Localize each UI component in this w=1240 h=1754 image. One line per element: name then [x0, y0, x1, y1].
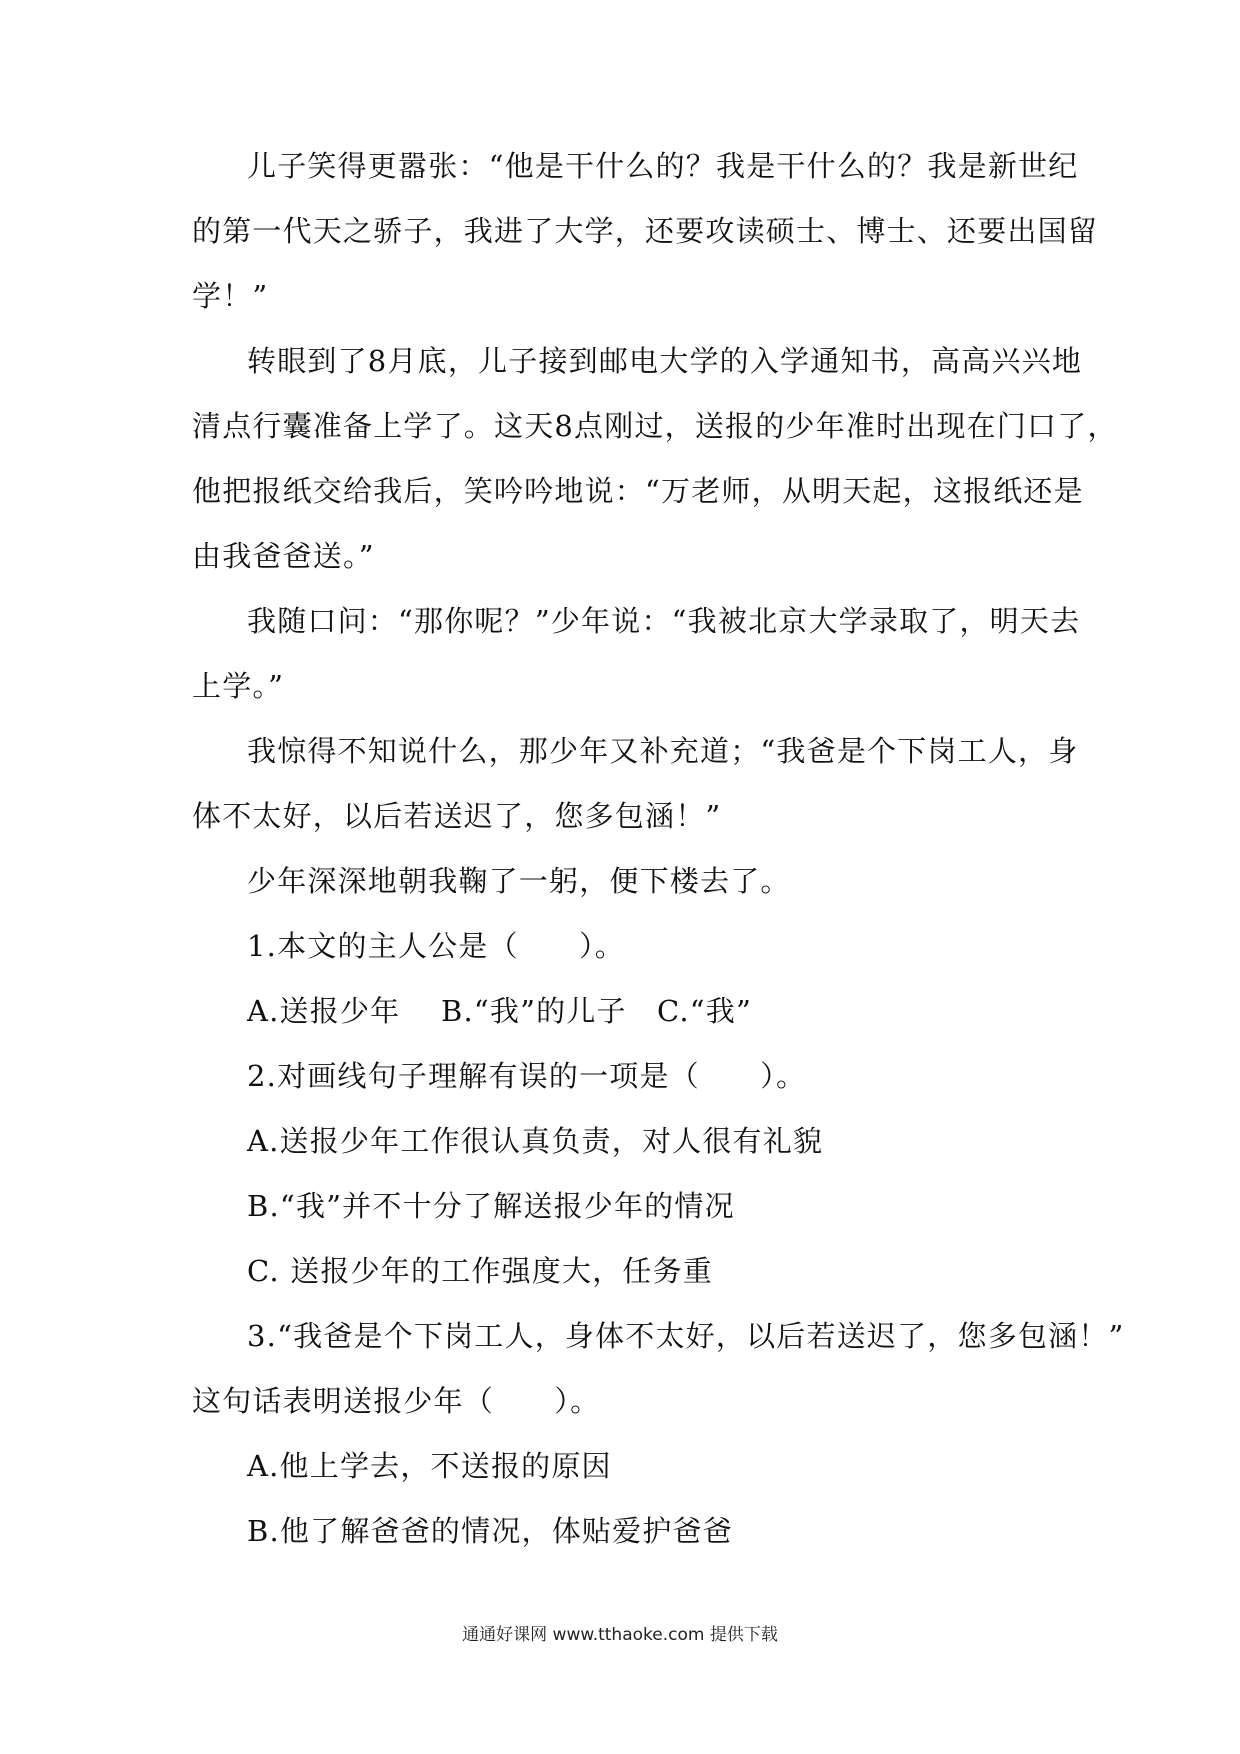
option-line: C. 送报少年的工作强度大，任务重 — [247, 1254, 713, 1288]
text-line: 儿子笑得更嚣张：“他是干什么的？我是干什么的？我是新世纪 — [247, 149, 1079, 183]
question-line: 这句话表明送报少年（ ）。 — [192, 1384, 601, 1418]
text-line: 体不太好，以后若送迟了，您多包涵！” — [192, 799, 722, 833]
text-line: 少年深深地朝我鞠了一躬，便下楼去了。 — [247, 864, 791, 898]
option-line: B.“我”并不十分了解送报少年的情况 — [247, 1189, 735, 1223]
option-line: A.送报少年 B.“我”的儿子 C.“我” — [247, 994, 752, 1028]
option-line: A.送报少年工作很认真负责，对人很有礼貌 — [247, 1124, 824, 1158]
document-body — [192, 134, 1125, 1564]
text-line: 的第一代天之骄子，我进了大学，还要攻读硕士、博士、还要出国留 — [192, 214, 1099, 248]
text-line: 上学。” — [192, 669, 285, 703]
option-line: B.他了解爸爸的情况，体贴爱护爸爸 — [247, 1514, 733, 1548]
text-line: 我惊得不知说什么，那少年又补充道；“我爸是个下岗工人，身 — [247, 734, 1079, 768]
question-line: 1.本文的主人公是（ ）。 — [247, 929, 625, 963]
text-line: 由我爸爸送。” — [192, 539, 375, 573]
question-line: 2.对画线句子理解有误的一项是（ ）。 — [247, 1059, 807, 1093]
option-line: A.他上学去，不送报的原因 — [247, 1449, 612, 1483]
text-line: 清点行囊准备上学了。这天8点刚过，送报的少年准时出现在门口了， — [192, 409, 1118, 443]
text-line: 学！” — [192, 279, 269, 313]
text-line: 我随口问：“那你呢？”少年说：“我被北京大学录取了，明天去 — [247, 604, 1081, 638]
download-footer: 通通好课网 www.tthaoke.com 提供下载 — [462, 1625, 778, 1645]
question-line: 3.“我爸是个下岗工人，身体不太好，以后若送迟了，您多包涵！” — [247, 1319, 1125, 1353]
text-line: 转眼到了8月底，儿子接到邮电大学的入学通知书，高高兴兴地 — [247, 344, 1083, 378]
text-line: 他把报纸交给我后，笑吟吟地说：“万老师，从明天起，这报纸还是 — [192, 474, 1084, 508]
